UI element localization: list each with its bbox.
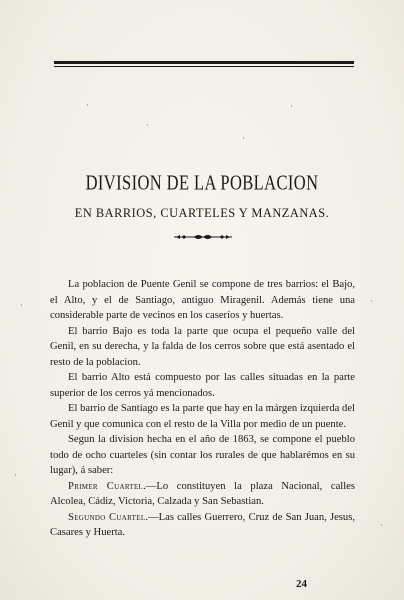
paper-speck: · [86,100,89,110]
chapter-title: DIVISION DE LA POBLACION [85,170,319,195]
paragraph-barrio-santiago: El barrio de Santiago es la parte que hay en la márgen izquierda del Genil y que comunica con el resto de la Villa por medio de un puente. [50,403,355,430]
paragraph-division: Segun la division hecha en el año de 1863, se compone el pueblo todo de ocho cuarteles (sin contar los rurales de que hablarémos en su lugar), á saber: [50,434,355,476]
paper-speck: · [380,520,383,530]
paper-speck: · [290,101,293,111]
paragraph-primer-cuartel [50,479,355,510]
paragraph-barrios: La poblacion de Puente Genil se compone de tres barrios: el Bajo, el Alto, y el de Santiago, antiguo Miragenil. Además tiene una considerable parte de vecinos en los caseríos y huertas. [50,279,355,321]
paper-speck: · [14,470,17,480]
paper-speck: · [20,300,23,310]
paragraph-barrio-bajo: El barrio Bajo es toda la parte que ocupa el pequeño valle del Genil, en su derecha, y la falda de los cerros sobre que está asentado el resto de la poblacion. [50,325,355,368]
paper-speck: · [242,133,245,143]
header-rule-thin [54,66,354,67]
paper-speck: · [146,120,149,130]
paragraph-barrio-alto: El barrio Alto está compuesto por las calles situadas en la parte superior de los cerros yá mencionados. [50,372,355,399]
body-text [50,277,355,541]
quarter-label: Primer Cuartel [68,480,144,492]
paper-speck: · [370,296,373,306]
chapter-subtitle: EN BARRIOS, CUARTELES Y MANZANAS. [74,206,330,220]
paragraph-segundo-cuartel [50,510,355,541]
quarter-text: .—Lo constituyen la plaza Nacional, calles Alcolea, Cádiz, Victoria, Calzada y San Sebastian. [50,480,355,507]
quarter-label: Segundo Cuartel [68,511,146,523]
header-rule-thick [54,61,354,64]
quarter-text: .—Las calles Guerrero, Cruz de San Juan, Jesus, Casares y Huerta. [50,511,355,538]
page-number: 24 [296,578,307,590]
ornament-divider [172,232,234,242]
